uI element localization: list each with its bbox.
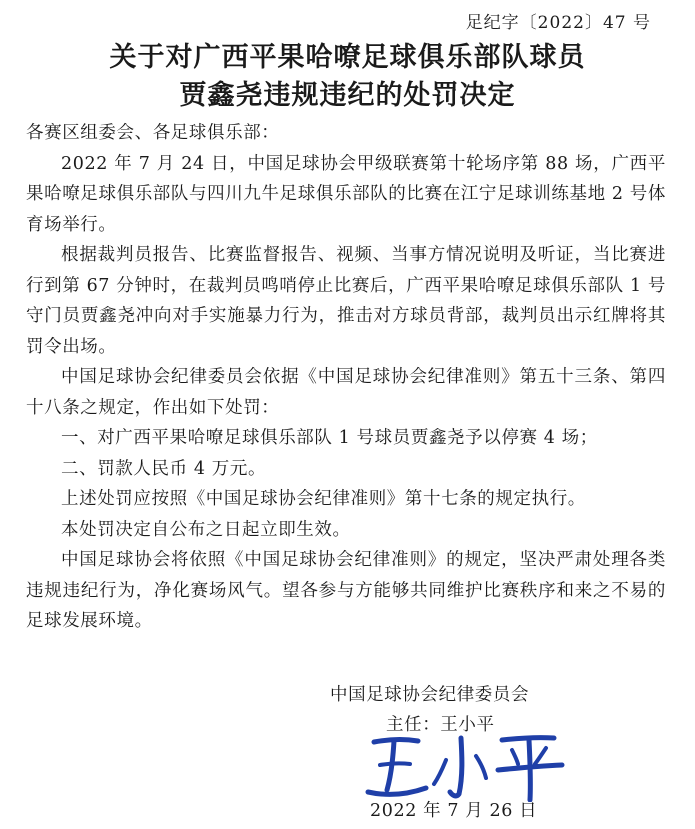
- paragraph-penalty-fine: 二、罚款人民币 4 万元。: [61, 458, 267, 479]
- salutation: 各赛区组委会、各足球俱乐部：: [26, 123, 280, 143]
- document-body: [26, 118, 666, 637]
- committee-head: 主任：王小平: [386, 715, 495, 735]
- document-title-line-1: 关于对广西平果哈嘹足球俱乐部队球员: [109, 42, 586, 73]
- handwritten-signature: [360, 732, 570, 802]
- document-number: 足纪字〔2022〕47 号: [465, 13, 651, 33]
- paragraph-effective: 本处罚决定自公布之日起立即生效。: [61, 519, 351, 540]
- paragraph-incident: 根据裁判员报告、比赛监督报告、视频、当事方情况说明及听证，当比赛进行到第 67 分钟时，在裁判员鸣哨停止比赛后，广西平果哈嘹足球俱乐部队 1 号守门员贾鑫尧冲向对手实施暴力行为，推击对方球员背部，裁判员出示红牌将其罚令出场。: [26, 245, 666, 357]
- paragraph-legal-basis: 中国足球协会纪律委员会依据《中国足球协会纪律准则》第五十三条、第四十八条之规定，作出如下处罚：: [26, 367, 666, 418]
- paragraph-closing: 中国足球协会将依照《中国足球协会纪律准则》的规定，坚决严肃处理各类违规违纪行为，净化赛场风气。望各参与方能够共同维护比赛秩序和来之不易的足球发展环境。: [26, 550, 666, 631]
- issue-date: 2022 年 7 月 26 日: [370, 801, 538, 821]
- document-title-line-2: 贾鑫尧违规违纪的处罚决定: [179, 80, 516, 111]
- paragraph-penalty-suspension: 一、对广西平果哈嘹足球俱乐部队 1 号球员贾鑫尧予以停赛 4 场；: [61, 428, 598, 448]
- paragraph-execution: 上述处罚应按照《中国足球协会纪律准则》第十七条的规定执行。: [61, 489, 586, 509]
- paragraph-match-info: 2022 年 7 月 24 日，中国足球协会甲级联赛第十轮场序第 88 场，广西平果哈嘹足球俱乐部队与四川九牛足球俱乐部队的比赛在江宁足球训练基地 2 号体育场举行。: [26, 153, 666, 235]
- issuer-name: 中国足球协会纪律委员会: [330, 685, 530, 705]
